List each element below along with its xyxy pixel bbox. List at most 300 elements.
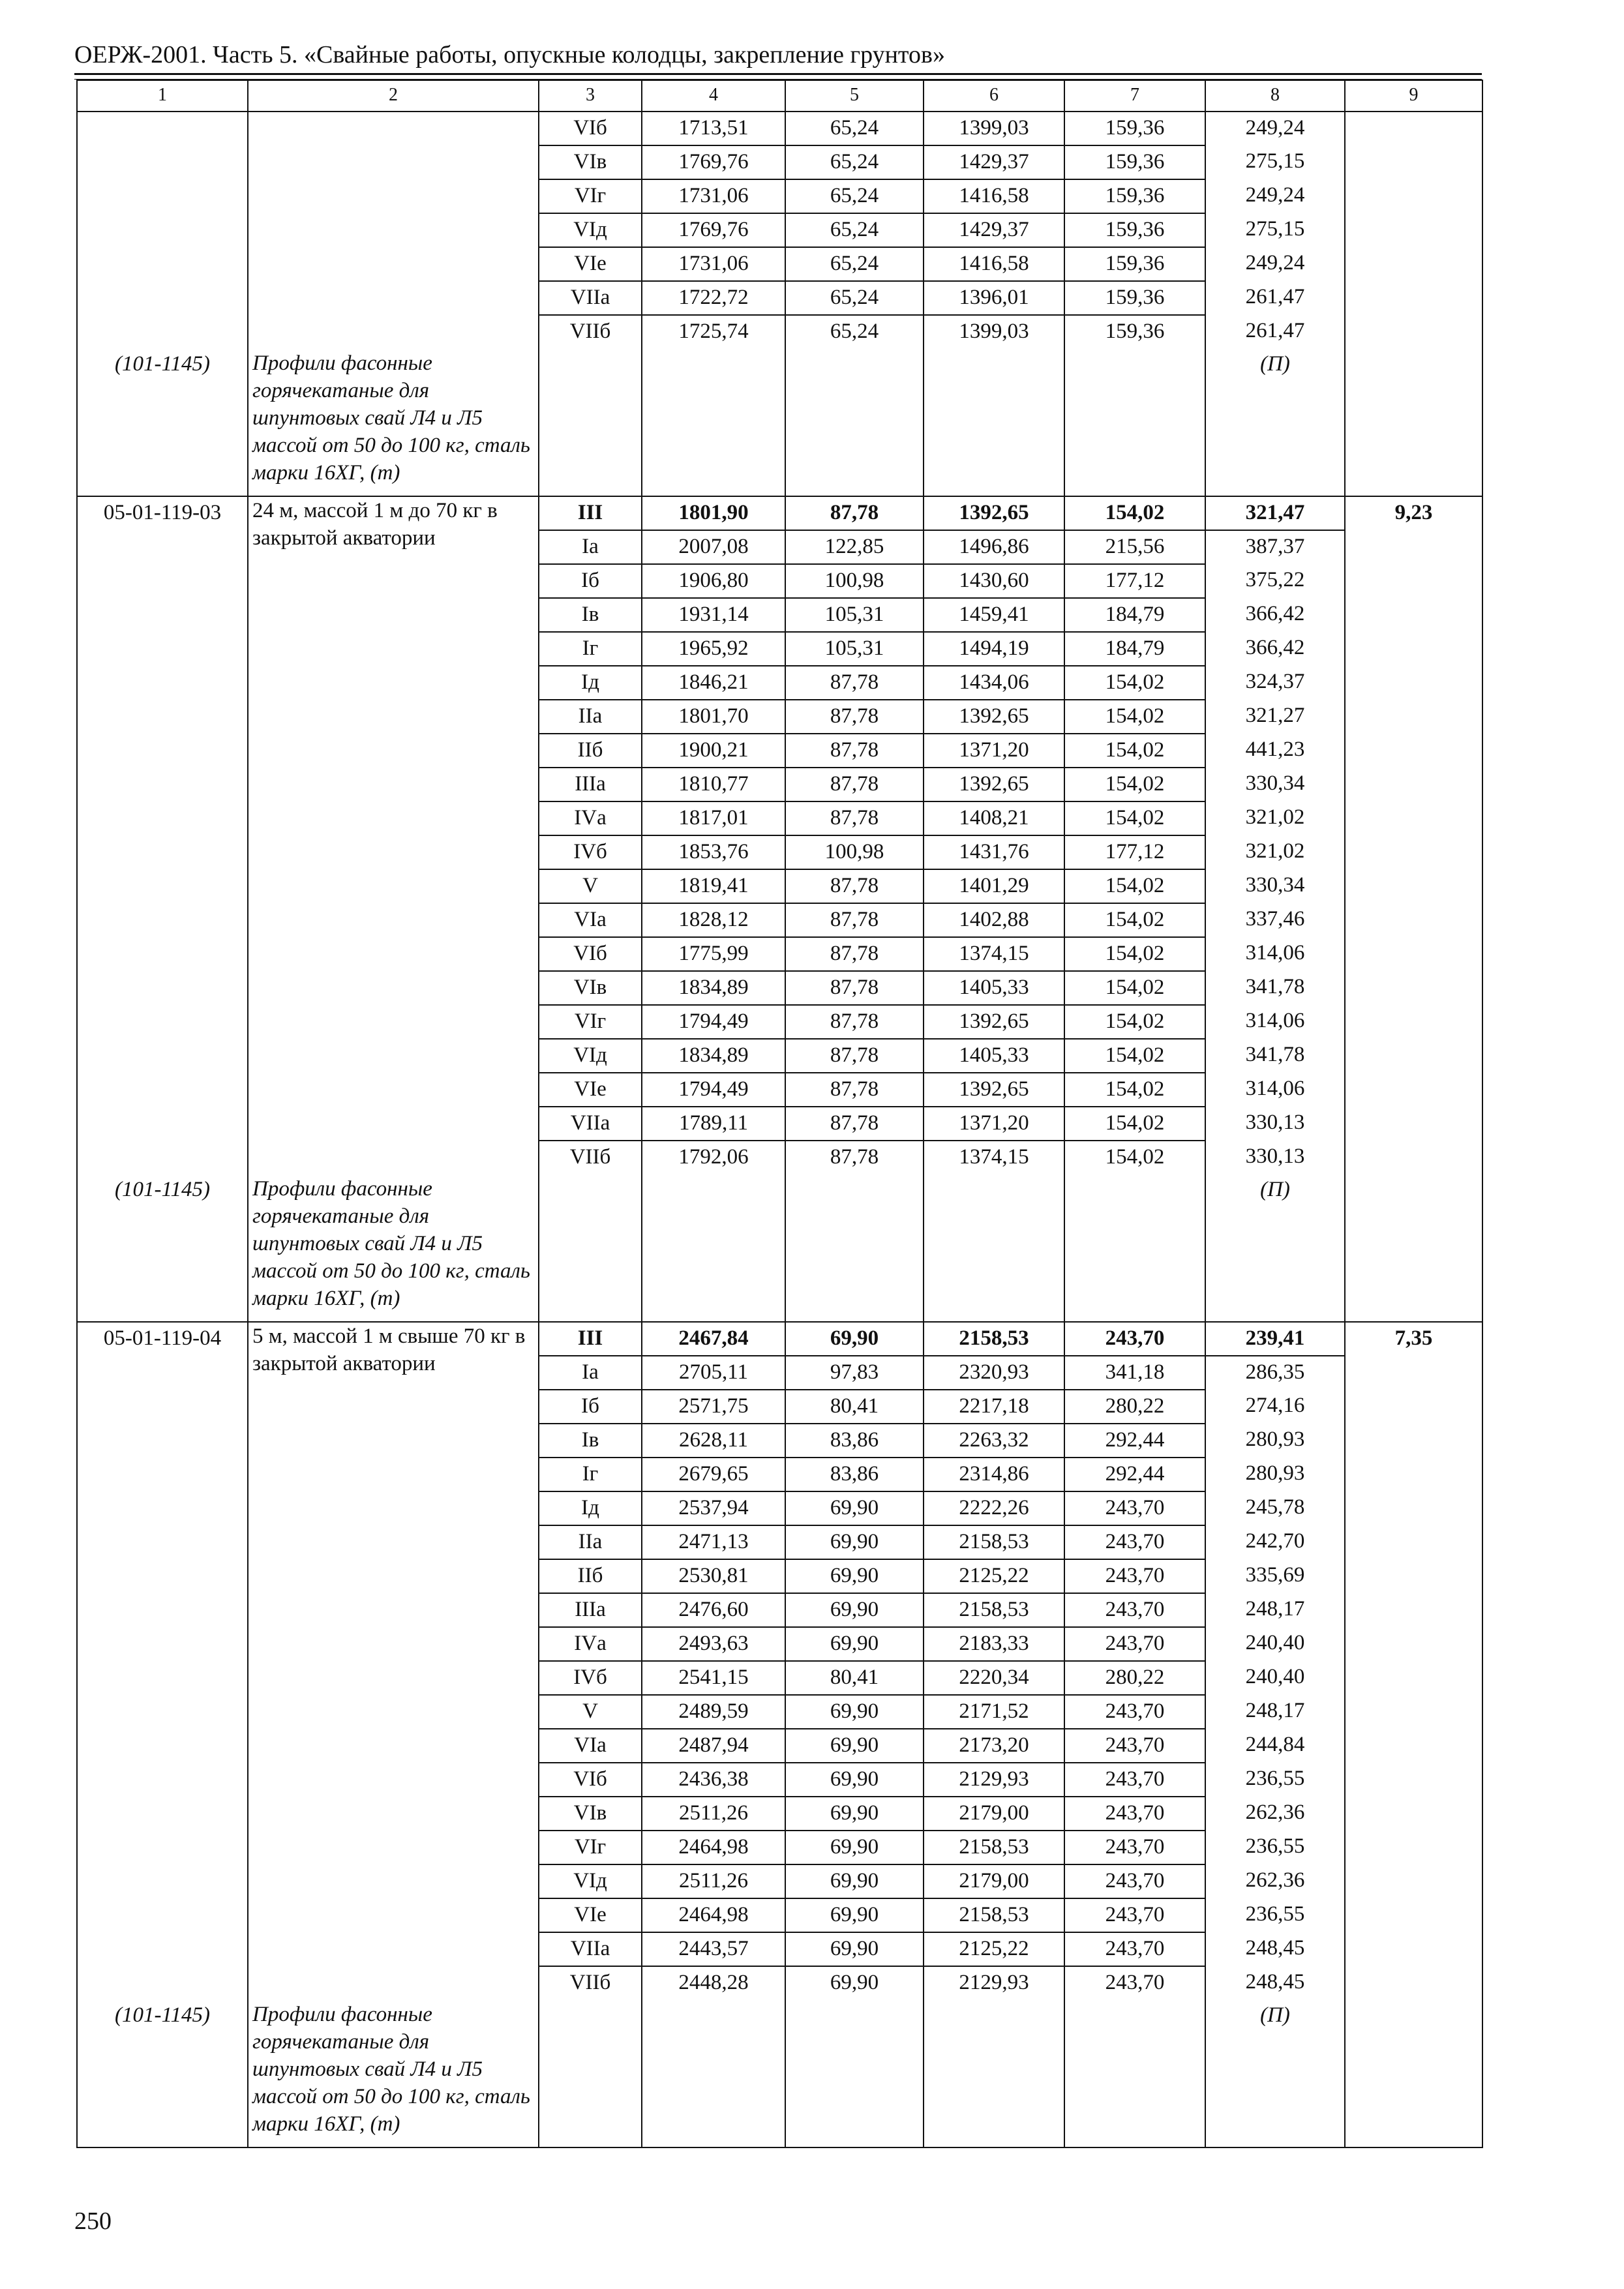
value-cell: 1769,76 xyxy=(642,145,785,179)
value-cell: 87,78 xyxy=(785,1005,924,1039)
value-cell: 1906,80 xyxy=(642,564,785,598)
rate-description-cell xyxy=(248,1107,539,1141)
rate-description-cell xyxy=(248,1729,539,1763)
workers-cell xyxy=(1345,281,1482,315)
value-cell: 154,02 xyxy=(1064,1141,1205,1174)
material-description: Профили фасонные горячекатаные для шпунтовых свай Л4 и Л5 массой от 50 до 100 кг, сталь марки 16ХГ, (т) xyxy=(248,348,539,496)
workers-cell xyxy=(1345,937,1482,971)
zone-cell: VIв xyxy=(539,1797,642,1831)
zone-cell: VIг xyxy=(539,179,642,213)
value-cell: 1371,20 xyxy=(924,1107,1064,1141)
zone-cell: IIIа xyxy=(539,768,642,801)
workers-cell xyxy=(1345,179,1482,213)
workers-cell xyxy=(1345,700,1482,734)
value-cell: 1396,01 xyxy=(924,281,1064,315)
workers-cell xyxy=(1345,213,1482,247)
value-cell: 274,16 xyxy=(1205,1390,1345,1424)
value-cell: 1801,70 xyxy=(642,700,785,734)
zone-cell: VIе xyxy=(539,247,642,281)
table-row xyxy=(77,768,1482,801)
table-row xyxy=(77,1661,1482,1695)
workers-cell xyxy=(1345,666,1482,700)
zone-cell: VIе xyxy=(539,1898,642,1932)
empty-cell xyxy=(539,1174,642,1322)
zone-cell: Iд xyxy=(539,666,642,700)
zone-cell: VIб xyxy=(539,1763,642,1797)
rate-description-cell xyxy=(248,598,539,632)
zone-cell: Iв xyxy=(539,598,642,632)
value-cell: 262,36 xyxy=(1205,1864,1345,1898)
empty-cell xyxy=(1345,1174,1482,1322)
workers-cell xyxy=(1345,1864,1482,1898)
value-cell: 2183,33 xyxy=(924,1627,1064,1661)
value-cell: 2158,53 xyxy=(924,1525,1064,1559)
value-cell: 154,02 xyxy=(1064,869,1205,903)
zone-cell: V xyxy=(539,1695,642,1729)
value-cell: 100,98 xyxy=(785,564,924,598)
rate-description-cell xyxy=(248,801,539,835)
value-cell: 2443,57 xyxy=(642,1932,785,1966)
rate-description-cell xyxy=(248,1559,539,1593)
table-row xyxy=(77,1797,1482,1831)
value-cell: 69,90 xyxy=(785,1729,924,1763)
rate-code-cell xyxy=(77,1005,248,1039)
value-cell: 154,02 xyxy=(1064,801,1205,835)
table-row xyxy=(77,1424,1482,1458)
zone-cell: VIв xyxy=(539,145,642,179)
column-number: 1 xyxy=(77,80,248,112)
zone-cell: IVа xyxy=(539,1627,642,1661)
value-cell: 1401,29 xyxy=(924,869,1064,903)
value-cell: 177,12 xyxy=(1064,564,1205,598)
value-cell: 1429,37 xyxy=(924,213,1064,247)
rate-description-cell xyxy=(248,179,539,213)
workers-cell xyxy=(1345,1107,1482,1141)
table-row xyxy=(77,937,1482,971)
rate-code-cell xyxy=(77,971,248,1005)
value-cell: 1769,76 xyxy=(642,213,785,247)
table-row xyxy=(77,1559,1482,1593)
workers-cell xyxy=(1345,145,1482,179)
rate-description-cell xyxy=(248,1864,539,1898)
column-number: 8 xyxy=(1205,80,1345,112)
value-cell: 159,36 xyxy=(1064,179,1205,213)
zone-cell: VIа xyxy=(539,1729,642,1763)
empty-cell xyxy=(642,1174,785,1322)
empty-cell xyxy=(785,1999,924,2147)
value-cell: 330,34 xyxy=(1205,869,1345,903)
workers-cell xyxy=(1345,1458,1482,1491)
value-cell: 1392,65 xyxy=(924,700,1064,734)
value-cell: 69,90 xyxy=(785,1695,924,1729)
value-cell: 1900,21 xyxy=(642,734,785,768)
value-cell: 1429,37 xyxy=(924,145,1064,179)
empty-cell xyxy=(1345,348,1482,496)
rate-description-cell xyxy=(248,937,539,971)
value-cell: 2436,38 xyxy=(642,1763,785,1797)
table-row xyxy=(77,247,1482,281)
rate-code-cell xyxy=(77,801,248,835)
value-cell: 2487,94 xyxy=(642,1729,785,1763)
table-row xyxy=(77,598,1482,632)
value-cell: 1459,41 xyxy=(924,598,1064,632)
table-row xyxy=(77,801,1482,835)
value-cell: 65,24 xyxy=(785,179,924,213)
value-cell: 87,78 xyxy=(785,869,924,903)
workers-cell xyxy=(1345,1729,1482,1763)
value-cell: 154,02 xyxy=(1064,903,1205,937)
rate-description-cell xyxy=(248,112,539,145)
table-row xyxy=(77,971,1482,1005)
value-cell: 341,78 xyxy=(1205,971,1345,1005)
value-cell: 2537,94 xyxy=(642,1491,785,1525)
value-cell: 154,02 xyxy=(1064,666,1205,700)
value-cell: 2179,00 xyxy=(924,1797,1064,1831)
table-row xyxy=(77,1695,1482,1729)
zone-cell: VIд xyxy=(539,1039,642,1073)
value-cell: 337,46 xyxy=(1205,903,1345,937)
value-cell: 1722,72 xyxy=(642,281,785,315)
value-cell: 100,98 xyxy=(785,835,924,869)
value-cell: 1725,74 xyxy=(642,315,785,348)
value-cell: 1416,58 xyxy=(924,247,1064,281)
value-cell: 177,12 xyxy=(1064,835,1205,869)
rate-description-cell xyxy=(248,1763,539,1797)
value-cell: 2471,13 xyxy=(642,1525,785,1559)
rate-code-cell xyxy=(77,1073,248,1107)
value-cell: 80,41 xyxy=(785,1661,924,1695)
column-number: 6 xyxy=(924,80,1064,112)
value-cell: 1713,51 xyxy=(642,112,785,145)
zone-cell: Iа xyxy=(539,1356,642,1390)
value-cell: 2571,75 xyxy=(642,1390,785,1424)
value-cell: 243,70 xyxy=(1064,1898,1205,1932)
value-cell: 2489,59 xyxy=(642,1695,785,1729)
value-cell: 261,47 xyxy=(1205,315,1345,348)
value-cell: 2217,18 xyxy=(924,1390,1064,1424)
zone-cell: VIа xyxy=(539,903,642,937)
rate-description-cell xyxy=(248,564,539,598)
value-cell: 243,70 xyxy=(1064,1627,1205,1661)
value-cell: 321,02 xyxy=(1205,835,1345,869)
value-cell: 240,40 xyxy=(1205,1627,1345,1661)
zone-cell: Iг xyxy=(539,632,642,666)
rate-description-cell xyxy=(248,1593,539,1627)
empty-cell xyxy=(1064,1999,1205,2147)
value-cell: 69,90 xyxy=(785,1322,924,1356)
value-cell: 1817,01 xyxy=(642,801,785,835)
value-cell: 243,70 xyxy=(1064,1763,1205,1797)
empty-cell xyxy=(1345,1999,1482,2147)
rate-code-cell xyxy=(77,145,248,179)
value-cell: 2125,22 xyxy=(924,1559,1064,1593)
rate-code-cell xyxy=(77,1932,248,1966)
zone-cell: Iб xyxy=(539,1390,642,1424)
value-cell: 105,31 xyxy=(785,632,924,666)
value-cell: 2464,98 xyxy=(642,1898,785,1932)
table-row xyxy=(77,179,1482,213)
rate-description-cell xyxy=(248,768,539,801)
material-code: (101-1145) xyxy=(77,1174,248,1322)
value-cell: 1392,65 xyxy=(924,768,1064,801)
zone-cell: VIе xyxy=(539,1073,642,1107)
rate-code-cell xyxy=(77,1039,248,1073)
workers-cell xyxy=(1345,247,1482,281)
value-cell: 2171,52 xyxy=(924,1695,1064,1729)
empty-cell xyxy=(642,1999,785,2147)
value-cell: 69,90 xyxy=(785,1593,924,1627)
value-cell: 244,84 xyxy=(1205,1729,1345,1763)
zone-cell: V xyxy=(539,869,642,903)
rate-description-cell xyxy=(248,1831,539,1864)
value-cell: 236,55 xyxy=(1205,1898,1345,1932)
zone-cell: VIIа xyxy=(539,1932,642,1966)
value-cell: 248,45 xyxy=(1205,1932,1345,1966)
zone-cell: IIб xyxy=(539,734,642,768)
value-cell: 83,86 xyxy=(785,1424,924,1458)
value-cell: 2263,32 xyxy=(924,1424,1064,1458)
column-number: 7 xyxy=(1064,80,1205,112)
value-cell: 248,17 xyxy=(1205,1593,1345,1627)
value-cell: 1494,19 xyxy=(924,632,1064,666)
rate-code-cell xyxy=(77,700,248,734)
value-cell: 1408,21 xyxy=(924,801,1064,835)
value-cell: 69,90 xyxy=(785,1797,924,1831)
zone-cell: VIг xyxy=(539,1005,642,1039)
value-cell: 2158,53 xyxy=(924,1322,1064,1356)
value-cell: 1399,03 xyxy=(924,315,1064,348)
value-cell: 2179,00 xyxy=(924,1864,1064,1898)
rate-code-cell xyxy=(77,768,248,801)
value-cell: 1731,06 xyxy=(642,247,785,281)
rate-code-cell xyxy=(77,1424,248,1458)
table-row xyxy=(77,869,1482,903)
value-cell: 80,41 xyxy=(785,1390,924,1424)
zone-cell: VIIа xyxy=(539,1107,642,1141)
value-cell: 87,78 xyxy=(785,1073,924,1107)
table-row xyxy=(77,1107,1482,1141)
value-cell: 243,70 xyxy=(1064,1932,1205,1966)
value-cell: 154,02 xyxy=(1064,1005,1205,1039)
rate-description-cell xyxy=(248,1525,539,1559)
value-cell: 249,24 xyxy=(1205,179,1345,213)
value-cell: 1371,20 xyxy=(924,734,1064,768)
rate-code-cell xyxy=(77,281,248,315)
value-cell: 159,36 xyxy=(1064,281,1205,315)
workers-cell xyxy=(1345,1356,1482,1390)
workers-cell xyxy=(1345,1390,1482,1424)
table-row xyxy=(77,1458,1482,1491)
value-cell: 2530,81 xyxy=(642,1559,785,1593)
value-cell: 69,90 xyxy=(785,1932,924,1966)
value-cell: 154,02 xyxy=(1064,1107,1205,1141)
value-cell: 321,27 xyxy=(1205,700,1345,734)
value-cell: 286,35 xyxy=(1205,1356,1345,1390)
value-cell: 242,70 xyxy=(1205,1525,1345,1559)
value-cell: 314,06 xyxy=(1205,1073,1345,1107)
value-cell: 248,17 xyxy=(1205,1695,1345,1729)
value-cell: 105,31 xyxy=(785,598,924,632)
value-cell: 245,78 xyxy=(1205,1491,1345,1525)
value-cell: 87,78 xyxy=(785,1107,924,1141)
workers-cell xyxy=(1345,1932,1482,1966)
value-cell: 122,85 xyxy=(785,530,924,564)
value-cell: 1392,65 xyxy=(924,496,1064,530)
value-cell: 1801,90 xyxy=(642,496,785,530)
rate-description-cell xyxy=(248,1141,539,1174)
zone-cell: IIа xyxy=(539,700,642,734)
table-row xyxy=(77,1932,1482,1966)
material-description: Профили фасонные горячекатаные для шпунтовых свай Л4 и Л5 массой от 50 до 100 кг, сталь марки 16ХГ, (т) xyxy=(248,1174,539,1322)
rate-description-cell xyxy=(248,1005,539,1039)
empty-cell xyxy=(785,348,924,496)
value-cell: 1965,92 xyxy=(642,632,785,666)
zone-cell: IVа xyxy=(539,801,642,835)
rate-code-cell xyxy=(77,1356,248,1390)
value-cell: 1794,49 xyxy=(642,1005,785,1039)
value-cell: 1731,06 xyxy=(642,179,785,213)
table-row xyxy=(77,903,1482,937)
value-cell: 441,23 xyxy=(1205,734,1345,768)
rate-description-cell xyxy=(248,1390,539,1424)
rate-code-cell xyxy=(77,530,248,564)
workers-cell xyxy=(1345,1797,1482,1831)
rate-code-cell xyxy=(77,1966,248,1999)
table-row xyxy=(77,835,1482,869)
value-cell: 87,78 xyxy=(785,700,924,734)
workers-cell xyxy=(1345,1627,1482,1661)
value-cell: 154,02 xyxy=(1064,1073,1205,1107)
value-cell: 65,24 xyxy=(785,247,924,281)
rate-description-cell xyxy=(248,281,539,315)
value-cell: 275,15 xyxy=(1205,213,1345,247)
zone-cell: VIб xyxy=(539,112,642,145)
value-cell: 292,44 xyxy=(1064,1458,1205,1491)
table-row xyxy=(77,1898,1482,1932)
value-cell: 69,90 xyxy=(785,1491,924,1525)
rate-description-cell xyxy=(248,971,539,1005)
empty-cell xyxy=(539,1999,642,2147)
workers-cell xyxy=(1345,768,1482,801)
value-cell: 154,02 xyxy=(1064,496,1205,530)
rate-description-cell xyxy=(248,1424,539,1458)
rate-code-cell xyxy=(77,869,248,903)
value-cell: 261,47 xyxy=(1205,281,1345,315)
value-cell: 154,02 xyxy=(1064,971,1205,1005)
value-cell: 2467,84 xyxy=(642,1322,785,1356)
rate-code-cell xyxy=(77,1797,248,1831)
rate-code-cell xyxy=(77,1141,248,1174)
value-cell: 2220,34 xyxy=(924,1661,1064,1695)
value-cell: 65,24 xyxy=(785,112,924,145)
value-cell: 275,15 xyxy=(1205,145,1345,179)
value-cell: 366,42 xyxy=(1205,598,1345,632)
value-cell: 280,93 xyxy=(1205,1458,1345,1491)
workers-cell xyxy=(1345,1661,1482,1695)
rate-code-cell xyxy=(77,598,248,632)
value-cell: 1431,76 xyxy=(924,835,1064,869)
table-row xyxy=(77,1966,1482,1999)
value-cell: 69,90 xyxy=(785,1525,924,1559)
rate-code-cell xyxy=(77,734,248,768)
table-row xyxy=(77,700,1482,734)
workers-cell xyxy=(1345,1695,1482,1729)
rate-description-cell xyxy=(248,1627,539,1661)
rate-description: 5 м, массой 1 м свыше 70 кг в закрытой акватории xyxy=(252,1324,526,1375)
rate-description-cell xyxy=(248,666,539,700)
value-cell: 243,70 xyxy=(1064,1797,1205,1831)
value-cell: 2320,93 xyxy=(924,1356,1064,1390)
column-number: 9 xyxy=(1345,80,1482,112)
value-cell: 87,78 xyxy=(785,801,924,835)
value-cell: 2125,22 xyxy=(924,1932,1064,1966)
table-row xyxy=(77,1005,1482,1039)
rate-code-cell xyxy=(77,213,248,247)
rate-code-cell: 05-01-119-04 xyxy=(77,1322,248,1356)
workers-cell xyxy=(1345,1966,1482,1999)
value-cell: 1392,65 xyxy=(924,1005,1064,1039)
value-cell: 243,70 xyxy=(1064,1864,1205,1898)
value-cell: 243,70 xyxy=(1064,1695,1205,1729)
workers-cell xyxy=(1345,971,1482,1005)
rate-code-cell xyxy=(77,1458,248,1491)
value-cell: 2314,86 xyxy=(924,1458,1064,1491)
value-cell: 1853,76 xyxy=(642,835,785,869)
rate-description-cell xyxy=(248,1932,539,1966)
material-note: (П) xyxy=(1205,1174,1345,1322)
table-row xyxy=(77,145,1482,179)
value-cell: 243,70 xyxy=(1064,1593,1205,1627)
page-title: ОЕРЖ-2001. Часть 5. «Свайные работы, опускные колодцы, закрепление грунтов» xyxy=(74,41,945,68)
rate-description-cell xyxy=(248,213,539,247)
value-cell: 243,70 xyxy=(1064,1525,1205,1559)
table-row xyxy=(77,734,1482,768)
value-cell: 154,02 xyxy=(1064,768,1205,801)
table-row xyxy=(77,281,1482,315)
empty-cell xyxy=(1064,348,1205,496)
empty-cell xyxy=(924,348,1064,496)
table-row xyxy=(77,213,1482,247)
table-row xyxy=(77,564,1482,598)
value-cell: 2158,53 xyxy=(924,1898,1064,1932)
workers-cell: 7,35 xyxy=(1345,1322,1482,1356)
value-cell: 154,02 xyxy=(1064,734,1205,768)
value-cell: 159,36 xyxy=(1064,247,1205,281)
value-cell: 243,70 xyxy=(1064,1491,1205,1525)
rate-description-cell xyxy=(248,869,539,903)
value-cell: 341,18 xyxy=(1064,1356,1205,1390)
table-row xyxy=(77,1627,1482,1661)
value-cell: 1392,65 xyxy=(924,1073,1064,1107)
value-cell: 2511,26 xyxy=(642,1864,785,1898)
value-cell: 87,78 xyxy=(785,1141,924,1174)
empty-cell xyxy=(642,348,785,496)
rate-code-cell xyxy=(77,1763,248,1797)
value-cell: 321,02 xyxy=(1205,801,1345,835)
value-cell: 154,02 xyxy=(1064,1039,1205,1073)
rate-code-cell xyxy=(77,1390,248,1424)
value-cell: 69,90 xyxy=(785,1831,924,1864)
rate-code-cell xyxy=(77,903,248,937)
value-cell: 69,90 xyxy=(785,1763,924,1797)
value-cell: 1846,21 xyxy=(642,666,785,700)
value-cell: 83,86 xyxy=(785,1458,924,1491)
value-cell: 262,36 xyxy=(1205,1797,1345,1831)
rate-code-cell xyxy=(77,835,248,869)
value-cell: 184,79 xyxy=(1064,632,1205,666)
table-row xyxy=(77,632,1482,666)
workers-cell xyxy=(1345,1005,1482,1039)
